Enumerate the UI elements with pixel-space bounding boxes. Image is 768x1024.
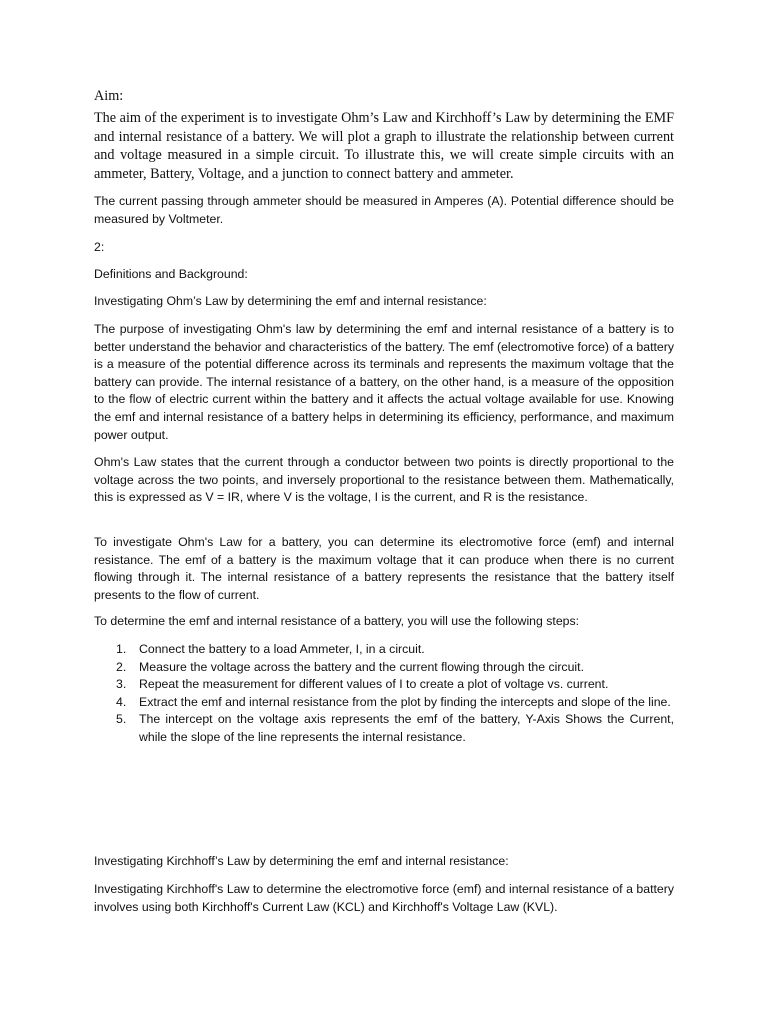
step-text: Extract the emf and internal resistance from the plot by finding the intercepts and slope of the line. <box>139 694 671 709</box>
list-item <box>94 641 674 659</box>
kirchhoff-paragraph: Investigating Kirchhoff's Law to determine the electromotive force (emf) and internal resistance of a battery involves using both Kirchhoff's Current Law (KCL) and Kirchhoff's Voltage Law (KVL). <box>94 882 674 914</box>
aim-paragraph: The aim of the experiment is to investigate Ohm’s Law and Kirchhoff’s Law by determining the EMF and internal resistance of a battery. We will plot a graph to illustrate the relationship between current and voltage measured in a simple circuit. To illustrate this, we will create simple circuits with an ammeter, Battery, Voltage, and a junction to connect battery and ammeter. <box>94 110 674 182</box>
ohms-law-paragraph: Ohm's Law states that the current through a conductor between two points is directly proportional to the voltage across the two points, and inversely proportional to the resistance between them. Mathematically, this is expressed as V = IR, where V is the voltage, I is the current, and R is the resistance. <box>94 455 674 505</box>
measurement-paragraph: The current passing through ammeter should be measured in Amperes (A). Potential difference should be measured by Voltmeter. <box>94 194 674 226</box>
investigate-paragraph: To investigate Ohm's Law for a battery, you can determine its electromotive force (emf) and internal resistance. The emf of a battery is the maximum voltage that it can produce when there is no current flowing through it. The internal resistance of a battery represents the resistance that the battery itself presents to the flow of current. <box>94 535 674 602</box>
steps-intro: To determine the emf and internal resistance of a battery, you will use the following steps: <box>94 614 580 628</box>
step-text: The intercept on the voltage axis represents the emf of the battery, Y-Axis Shows the Current, while the slope of the line represents the internal resistance. <box>139 712 674 744</box>
step-text: Connect the battery to a load Ammeter, I, in a circuit. <box>139 642 425 656</box>
step-number: 1. <box>116 642 127 656</box>
list-item <box>94 694 674 712</box>
step-text: Measure the voltage across the battery and the current flowing through the circuit. <box>139 659 584 674</box>
list-item <box>94 659 674 677</box>
step-number: 4. <box>116 694 127 709</box>
step-number: 2. <box>116 659 127 674</box>
step-number: 3. <box>116 677 127 692</box>
list-item <box>94 676 674 694</box>
kirchhoff-subheading: Investigating Kirchhoff’s Law by determining the emf and internal resistance: <box>94 854 509 868</box>
step-text: Repeat the measurement for different values of I to create a plot of voltage vs. current. <box>139 677 609 692</box>
ohm-subheading: Investigating Ohm’s Law by determining the emf and internal resistance: <box>94 294 487 308</box>
step-number: 5. <box>116 712 127 727</box>
definitions-heading: Definitions and Background: <box>94 267 248 281</box>
purpose-paragraph: The purpose of investigating Ohm's law by determining the emf and internal resistance of a battery is to better understand the behavior and characteristics of the battery. The emf (electromotive force) of a battery is a measure of the potential difference across its terminals and represents the maximum voltage that the battery can provide. The internal resistance of a battery, on the other hand, is a measure of the opposition to the flow of electric current within the battery and it affects the actual voltage available for use. Knowing the emf and internal resistance of a battery helps in determining its efficiency, performance, and maximum power output. <box>94 322 674 442</box>
list-item <box>94 711 674 746</box>
steps-list <box>94 641 674 747</box>
aim-heading: Aim: <box>94 88 124 104</box>
section-number: 2: <box>94 240 105 254</box>
